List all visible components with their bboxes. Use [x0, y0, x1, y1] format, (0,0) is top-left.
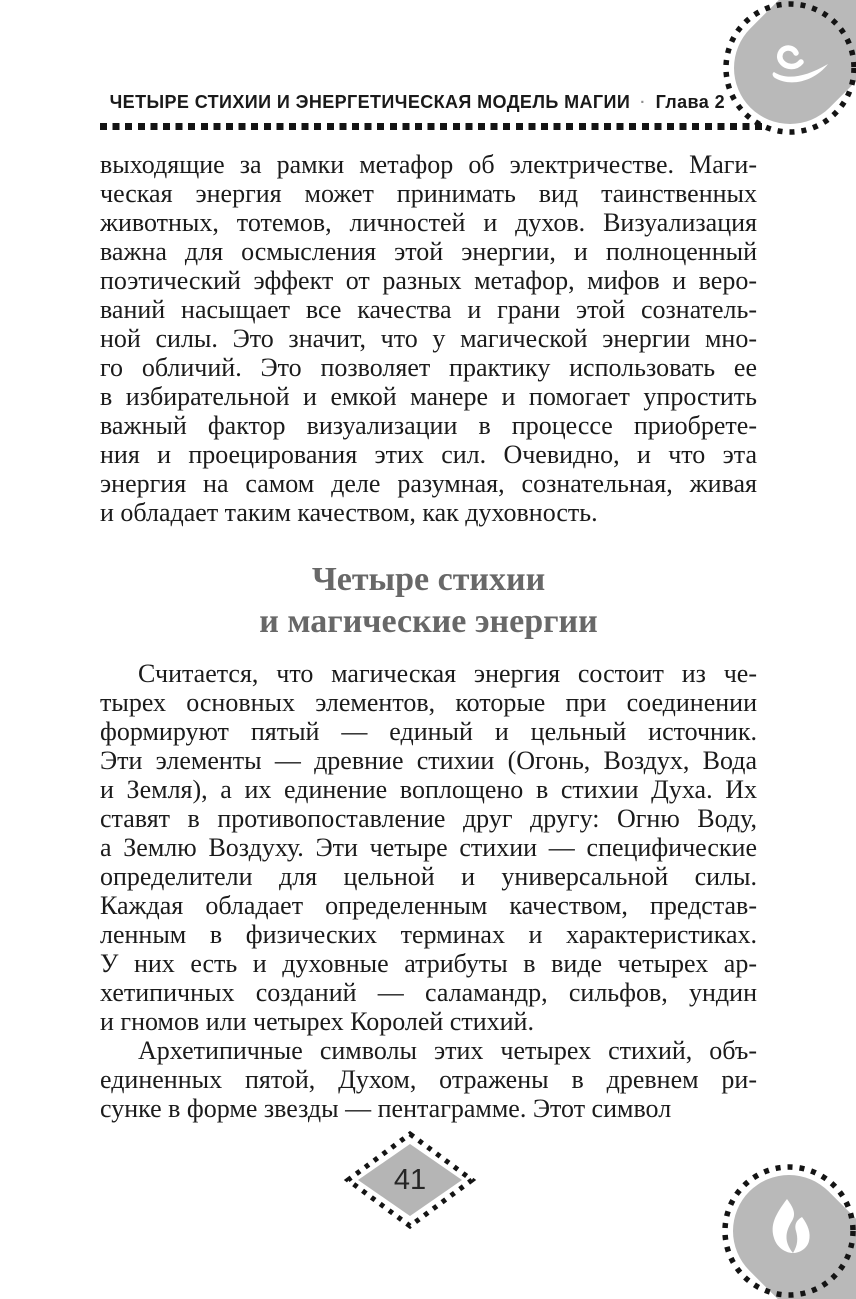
text-line: Эти элементы — древние стихии (Огонь, Воздух, Вода	[100, 746, 757, 775]
text-line: У них есть и духовные атрибуты в виде четырех ар-	[100, 949, 757, 978]
text-line: ной силы. Это значит, что у магической энергии мно-	[100, 324, 757, 353]
text-line: ставят в противопоставление друг другу: Огню Воду,	[100, 804, 757, 833]
text-line: важный фактор визуализации в процессе приобрете-	[100, 411, 757, 440]
text-line: энергия на самом деле разумная, сознательная, живая	[100, 469, 757, 498]
text-line: единенных пятой, Духом, отражены в древнем ри-	[100, 1065, 757, 1094]
text-line: выходящие за рамки метафор об электричестве. Маги-	[100, 150, 757, 179]
text-line: и Земля), а их единение воплощено в стихии Духа. Их	[100, 775, 757, 804]
flame-ornament	[686, 1139, 856, 1299]
text-line: Архетипичные символы этих четырех стихий, объ-	[138, 1036, 757, 1065]
text-line: и обладает таким качеством, как духовность.	[100, 498, 598, 527]
text-line: го обличий. Это позволяет практику использовать ее	[100, 353, 757, 382]
text-line: сунке в форме звезды — пентаграмме. Этот символ	[100, 1094, 672, 1123]
text-line: ленным в физических терминах и характеристиках.	[100, 920, 757, 949]
dotted-divider	[100, 123, 762, 130]
chapter-header-title: ЧЕТЫРЕ СТИХИИ И ЭНЕРГЕТИЧЕСКАЯ МОДЕЛЬ МАГИИ	[109, 92, 631, 112]
text-line: важна для осмысления этой энергии, и полноценный	[100, 237, 757, 266]
paragraph	[100, 659, 757, 1036]
text-line: а Землю Воздуху. Эти четыре стихии — специфические	[100, 833, 757, 862]
chapter-number-label: Глава 2	[655, 92, 725, 112]
page-number: 41	[393, 1163, 427, 1196]
paragraph	[100, 150, 757, 527]
paragraph	[100, 1036, 757, 1123]
text-line: ваний насыщает все качества и грани этой сознатель-	[100, 295, 757, 324]
text-line: Каждая обладает определенным качеством, представ-	[100, 891, 757, 920]
header-separator-dot: ·	[640, 94, 646, 111]
text-line: Считается, что магическая энергия состоит из че-	[138, 659, 757, 688]
text-line: ния и проецирования этих сил. Очевидно, и что эта	[100, 440, 757, 469]
text-line: животных, тотемов, личностей и духов. Визуализация	[100, 208, 757, 237]
section-heading-line2: и магические энергии	[259, 603, 598, 640]
text-line: определители для цельной и универсальной силы.	[100, 862, 757, 891]
text-line: хетипичных созданий — саламандр, сильфов, ундин	[100, 978, 757, 1007]
text-line: формируют пятый — единый и цельный источник.	[100, 717, 757, 746]
section-heading-line1: Четыре стихии	[311, 561, 546, 598]
text-line: и гномов или четырех Королей стихий.	[100, 1007, 534, 1036]
text-column	[100, 150, 757, 1123]
text-line: в избирательной и емкой манере и помогает упростить	[100, 382, 757, 411]
running-header	[0, 92, 725, 113]
text-line: поэтический эффект от разных метафор, мифов и веро-	[100, 266, 757, 295]
page-number-badge	[340, 1128, 480, 1232]
text-line: ческая энергия может принимать вид таинственных	[100, 179, 757, 208]
text-line: тырех основных элементов, которые при соединении	[100, 688, 757, 717]
section-heading	[100, 559, 757, 643]
